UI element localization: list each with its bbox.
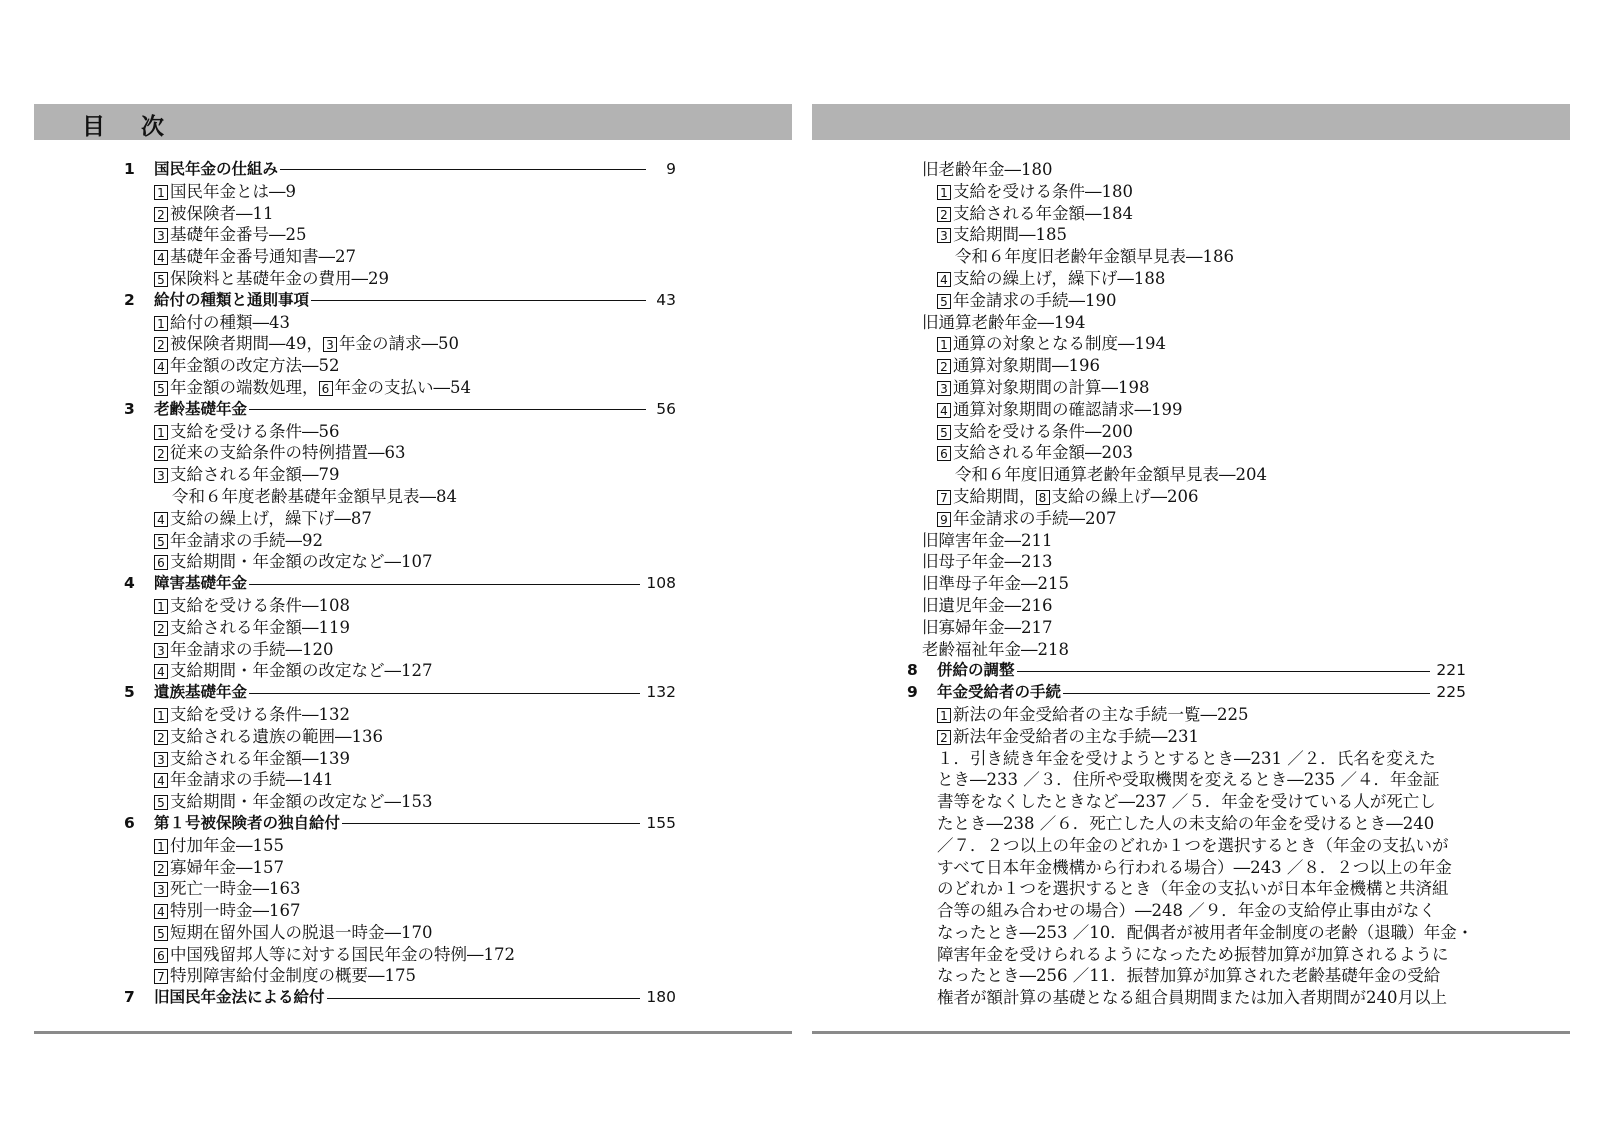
toc-section-entry[interactable]: 旧障害年金―211 xyxy=(922,530,1053,550)
toc-chapter-entry[interactable] xyxy=(34,573,792,595)
leader-line xyxy=(1017,671,1431,672)
section-number-box: 5 xyxy=(154,534,168,549)
section-number-box: 5 xyxy=(937,294,951,309)
chapter-title: 国民年金の仕組み xyxy=(154,160,279,178)
section-number-box: 3 xyxy=(154,228,168,243)
chapter-number: 9 xyxy=(907,683,918,702)
toc-section-entry[interactable]: 老齢福祉年金―218 xyxy=(922,639,1069,659)
toc-item[interactable] xyxy=(34,900,792,922)
toc-item[interactable] xyxy=(812,377,1570,399)
section-number-box: 9 xyxy=(937,512,951,527)
section-number-box: 2 xyxy=(937,730,951,745)
toc-item[interactable] xyxy=(34,791,792,813)
section-number-box: 1 xyxy=(154,425,168,440)
bottom-rule xyxy=(34,1031,792,1034)
section-number-box: 1 xyxy=(154,185,168,200)
chapter-number: 3 xyxy=(124,399,135,418)
toc-section-entry[interactable]: 旧母子年金―213 xyxy=(922,552,1053,572)
section-number-box: 2 xyxy=(937,359,951,374)
toc-item[interactable] xyxy=(34,748,792,770)
section-number-box: 1 xyxy=(154,316,168,331)
toc-item[interactable] xyxy=(812,704,1570,726)
toc-item[interactable] xyxy=(34,922,792,944)
toc-item[interactable] xyxy=(812,333,1570,355)
toc-item[interactable] xyxy=(34,639,792,661)
section-number-box: 6 xyxy=(937,446,951,461)
section-number-box: 3 xyxy=(154,643,168,658)
item-text: 支給される遺族の範囲―136 xyxy=(170,726,383,746)
section-number-box: 7 xyxy=(154,969,168,984)
section-number-box: 2 xyxy=(154,207,168,222)
toc-item[interactable] xyxy=(34,704,792,726)
page-number: 108 xyxy=(646,574,676,593)
toc-title: 目 次 xyxy=(82,114,179,140)
toc-chapter-entry[interactable] xyxy=(812,682,1570,704)
section-number-box: 1 xyxy=(154,839,168,854)
chapter-number: 4 xyxy=(124,574,135,593)
chapter-title: 給付の種類と通則事項 xyxy=(154,290,310,309)
left-toc-list xyxy=(34,159,792,1009)
item-text: 年金請求の手続―120 xyxy=(170,639,334,659)
section-number-box: 3 xyxy=(937,381,951,396)
toc-item[interactable] xyxy=(34,595,792,617)
section-number-box: 2 xyxy=(154,621,168,636)
item-text: 特別一時金―167 xyxy=(170,901,301,921)
page-number: 9 xyxy=(666,160,676,178)
toc-item[interactable] xyxy=(34,835,792,857)
item-text: 支給を受ける条件―56 xyxy=(170,421,340,441)
toc-item[interactable] xyxy=(812,421,1570,443)
paragraph-line: 権者が額計算の基礎となる組合員期間または加入者期間が240月以上 xyxy=(937,988,1447,1008)
toc-item[interactable] xyxy=(812,442,1570,464)
chapter-title: 年金受給者の手続 xyxy=(937,683,1062,702)
toc-item[interactable] xyxy=(34,333,792,355)
toc-item[interactable] xyxy=(812,726,1570,748)
toc-item[interactable] xyxy=(812,224,1570,246)
toc-item[interactable] xyxy=(34,203,792,225)
paragraph-line: たとき―238 ／６．死亡した人の未支給の年金を受けるとき―240 xyxy=(937,813,1435,833)
toc-chapter-entry[interactable] xyxy=(34,290,792,312)
toc-item[interactable] xyxy=(34,617,792,639)
right-toc-list xyxy=(812,159,1570,1009)
procedure-list-paragraph xyxy=(812,748,1570,1010)
section-number-box: 6 xyxy=(319,381,333,396)
section-number-box: 4 xyxy=(154,512,168,527)
toc-item[interactable] xyxy=(34,486,792,508)
item-text: 支給の繰上げ―206 xyxy=(1051,486,1199,506)
item-text: 支給の繰上げ，繰下げ―188 xyxy=(953,268,1166,288)
section-number-box: 1 xyxy=(154,599,168,614)
item-text: 支給期間・年金額の改定など―107 xyxy=(170,552,433,572)
item-text: 令和６年度旧老齢年金額早見表―186 xyxy=(955,247,1234,267)
section-number-box: 2 xyxy=(937,207,951,222)
toc-item[interactable] xyxy=(812,464,1570,486)
section-number-box: 3 xyxy=(323,337,337,352)
section-number-box: 1 xyxy=(937,708,951,723)
toc-section-entry[interactable]: 旧寡婦年金―217 xyxy=(922,617,1053,637)
paragraph-line: とき―233 ／３．住所や受取機関を変えるとき―235 ／４．年金証 xyxy=(937,770,1440,790)
chapter-title: 障害基礎年金 xyxy=(154,574,248,593)
leader-line xyxy=(311,300,646,301)
item-text: 支給される年金額―119 xyxy=(170,617,350,637)
section-number-box: 1 xyxy=(154,708,168,723)
toc-chapter-entry[interactable] xyxy=(34,813,792,835)
toc-item[interactable] xyxy=(812,508,1570,530)
toc-item[interactable] xyxy=(34,508,792,530)
toc-item[interactable] xyxy=(34,246,792,268)
toc-item[interactable] xyxy=(34,442,792,464)
leader-line xyxy=(280,169,646,170)
chapter-title: 併給の調整 xyxy=(937,661,1015,680)
chapter-number: 6 xyxy=(124,813,135,832)
toc-item[interactable] xyxy=(34,965,792,987)
toc-item[interactable] xyxy=(34,857,792,879)
toc-item[interactable] xyxy=(812,355,1570,377)
chapter-title: 旧国民年金法による給付 xyxy=(154,988,325,1007)
chapter-number: 2 xyxy=(124,290,135,309)
toc-item[interactable] xyxy=(34,660,792,682)
item-text: 国民年金とは―9 xyxy=(170,181,296,201)
toc-header-bar xyxy=(34,104,792,140)
page-number: 155 xyxy=(646,813,676,832)
section-number-box: 4 xyxy=(937,272,951,287)
item-text: 支給の繰上げ，繰下げ―87 xyxy=(170,508,372,528)
section-number-box: 5 xyxy=(154,381,168,396)
paragraph-line: なったとき―253 ／10．配偶者が被用者年金制度の老齢（退職）年金・ xyxy=(937,922,1474,942)
item-text: 通算対象期間の計算―198 xyxy=(953,377,1150,397)
item-text: 支給を受ける条件―132 xyxy=(170,704,350,724)
item-text: 中国残留邦人等に対する国民年金の特例―172 xyxy=(170,944,515,964)
item-text: 寡婦年金―157 xyxy=(170,857,284,877)
item-text: 基礎年金番号通知書―27 xyxy=(170,247,356,267)
item-text: 通算の対象となる制度―194 xyxy=(953,334,1166,354)
item-text: 支給される年金額―203 xyxy=(953,443,1133,463)
item-text: 支給期間・年金額の改定など―127 xyxy=(170,661,433,681)
item-text: 付加年金―155 xyxy=(170,835,284,855)
toc-item[interactable] xyxy=(812,246,1570,268)
toc-item[interactable] xyxy=(34,944,792,966)
item-text: 支給される年金額―139 xyxy=(170,748,350,768)
page-number: 56 xyxy=(656,399,676,418)
section-number-box: 2 xyxy=(154,337,168,352)
paragraph-line: 書等をなくしたときなど―237 ／５．年金を受けている人が死亡し xyxy=(937,792,1436,812)
section-number-box: 4 xyxy=(154,664,168,679)
section-number-box: 3 xyxy=(937,228,951,243)
section-number-box: 4 xyxy=(154,773,168,788)
toc-chapter-entry[interactable] xyxy=(812,660,1570,682)
item-text: 年金額の端数処理， xyxy=(170,377,319,397)
leader-line xyxy=(327,998,641,999)
toc-item[interactable] xyxy=(812,268,1570,290)
toc-item[interactable] xyxy=(34,312,792,334)
item-text: 年金請求の手続―190 xyxy=(953,290,1117,310)
toc-item[interactable] xyxy=(812,181,1570,203)
item-text: 通算対象期間の確認請求―199 xyxy=(953,399,1183,419)
section-number-box: 3 xyxy=(154,468,168,483)
item-text: 支給を受ける条件―108 xyxy=(170,595,350,615)
section-number-box: 8 xyxy=(1036,490,1050,505)
section-number-box: 2 xyxy=(154,446,168,461)
section-number-box: 1 xyxy=(937,185,951,200)
toc-chapter-entry[interactable] xyxy=(34,987,792,1009)
paragraph-line: ／７．２つ以上の年金のどれか１つを選択するとき（年金の支払いが xyxy=(937,835,1449,855)
chapter-number: 1 xyxy=(124,160,135,178)
paragraph-line: のどれか１つを選択するとき（年金の支払いが日本年金機構と共済組 xyxy=(937,879,1449,899)
toc-section-entry[interactable]: 旧老齢年金―180 xyxy=(922,160,1053,179)
item-text: 被保険者―11 xyxy=(170,203,274,223)
section-number-box: 2 xyxy=(154,861,168,876)
chapter-number: 5 xyxy=(124,683,135,702)
section-number-box: 4 xyxy=(154,359,168,374)
item-text: 死亡一時金―163 xyxy=(170,879,301,899)
page-number: 132 xyxy=(646,683,676,702)
item-text: 年金の請求―50 xyxy=(339,334,459,354)
paragraph-line: 障害年金を受けられるようになったため振替加算が加算されるように xyxy=(937,944,1449,964)
section-number-box: 3 xyxy=(154,882,168,897)
toc-chapter-entry[interactable] xyxy=(34,159,792,181)
item-text: 支給期間―185 xyxy=(953,225,1067,245)
section-number-box: 4 xyxy=(937,403,951,418)
item-text: 年金請求の手続―141 xyxy=(170,770,334,790)
leader-line xyxy=(249,584,640,585)
toc-item[interactable] xyxy=(34,878,792,900)
leader-line xyxy=(249,409,646,410)
item-text: 支給を受ける条件―180 xyxy=(953,181,1133,201)
toc-item[interactable] xyxy=(34,268,792,290)
item-text: 年金請求の手続―207 xyxy=(953,508,1117,528)
toc-item[interactable] xyxy=(812,399,1570,421)
page-number: 180 xyxy=(646,988,676,1007)
item-text: 新法年金受給者の主な手続―231 xyxy=(953,726,1199,746)
toc-item[interactable] xyxy=(34,551,792,573)
section-number-box: 5 xyxy=(154,926,168,941)
paragraph-line: なったとき―256 ／11．振替加算が加算された老齢基礎年金の受給 xyxy=(937,966,1441,986)
page-number: 221 xyxy=(1436,661,1466,680)
section-number-box: 3 xyxy=(154,752,168,767)
item-text: 支給期間， xyxy=(953,486,1036,506)
item-text: 令和６年度旧通算老齢年金額早見表―204 xyxy=(955,465,1267,485)
toc-section-entry[interactable]: 旧遺児年金―216 xyxy=(922,595,1053,615)
item-text: 通算対象期間―196 xyxy=(953,356,1100,376)
item-text: 令和６年度老齢基礎年金額早見表―84 xyxy=(172,486,457,506)
paragraph-line: １．引き続き年金を受けようとするとき―231 ／２．氏名を変えた xyxy=(937,748,1436,768)
item-text: 給付の種類―43 xyxy=(170,312,290,332)
toc-section-entry[interactable]: 旧準母子年金―215 xyxy=(922,574,1069,594)
toc-item[interactable] xyxy=(34,355,792,377)
toc-item[interactable] xyxy=(34,224,792,246)
paragraph-line: 合等の組み合わせの場合）―248 ／９．年金の支給停止事由がなく xyxy=(937,901,1436,921)
section-number-box: 5 xyxy=(154,795,168,810)
section-number-box: 4 xyxy=(154,250,168,265)
section-number-box: 2 xyxy=(154,730,168,745)
paragraph-line: すべて日本年金機構から行われる場合）―243 ／８．２つ以上の年金 xyxy=(937,857,1452,877)
item-text: 保険料と基礎年金の費用―29 xyxy=(170,268,389,288)
chapter-title: 遺族基礎年金 xyxy=(154,683,248,702)
item-text: 支給される年金額―184 xyxy=(953,203,1133,223)
item-text: 特別障害給付金制度の概要―175 xyxy=(170,966,416,986)
section-number-box: 4 xyxy=(154,904,168,919)
item-text: 支給される年金額―79 xyxy=(170,465,340,485)
toc-item[interactable] xyxy=(34,530,792,552)
toc-item[interactable] xyxy=(812,486,1570,508)
item-text: 年金額の改定方法―52 xyxy=(170,356,340,376)
section-number-box: 1 xyxy=(937,337,951,352)
toc-item[interactable] xyxy=(34,181,792,203)
toc-item[interactable] xyxy=(812,203,1570,225)
item-text: 年金の支払い―54 xyxy=(334,377,471,397)
header-bar xyxy=(812,104,1570,140)
item-text: 被保険者期間―49， xyxy=(170,334,323,354)
item-text: 新法の年金受給者の主な手続一覧―225 xyxy=(953,704,1249,724)
section-number-box: 6 xyxy=(154,555,168,570)
toc-chapter-entry[interactable] xyxy=(34,682,792,704)
chapter-title: 第１号被保険者の独自給付 xyxy=(154,813,341,832)
toc-item[interactable] xyxy=(34,421,792,443)
leader-line xyxy=(249,693,640,694)
toc-item[interactable] xyxy=(34,377,792,399)
item-text: 支給期間・年金額の改定など―153 xyxy=(170,792,433,812)
page-number: 225 xyxy=(1436,683,1466,702)
leader-line xyxy=(1063,693,1430,694)
toc-section-entry[interactable]: 旧通算老齢年金―194 xyxy=(922,312,1086,332)
page-number: 43 xyxy=(656,290,676,309)
toc-chapter-entry[interactable] xyxy=(34,399,792,421)
chapter-title: 老齢基礎年金 xyxy=(154,399,248,418)
left-page xyxy=(34,104,792,1034)
item-text: 短期在留外国人の脱退一時金―170 xyxy=(170,922,433,942)
bottom-rule xyxy=(812,1031,1570,1034)
item-text: 基礎年金番号―25 xyxy=(170,225,307,245)
section-number-box: 5 xyxy=(154,272,168,287)
toc-item[interactable] xyxy=(34,726,792,748)
item-text: 支給を受ける条件―200 xyxy=(953,421,1133,441)
chapter-number: 8 xyxy=(907,661,918,680)
toc-item[interactable] xyxy=(812,290,1570,312)
leader-line xyxy=(342,823,640,824)
right-page xyxy=(812,104,1570,1034)
toc-item[interactable] xyxy=(34,464,792,486)
section-number-box: 6 xyxy=(154,948,168,963)
item-text: 従来の支給条件の特例措置―63 xyxy=(170,443,406,463)
section-number-box: 7 xyxy=(937,490,951,505)
toc-item[interactable] xyxy=(34,769,792,791)
chapter-number: 7 xyxy=(124,988,135,1007)
section-number-box: 5 xyxy=(937,425,951,440)
item-text: 年金請求の手続―92 xyxy=(170,530,323,550)
